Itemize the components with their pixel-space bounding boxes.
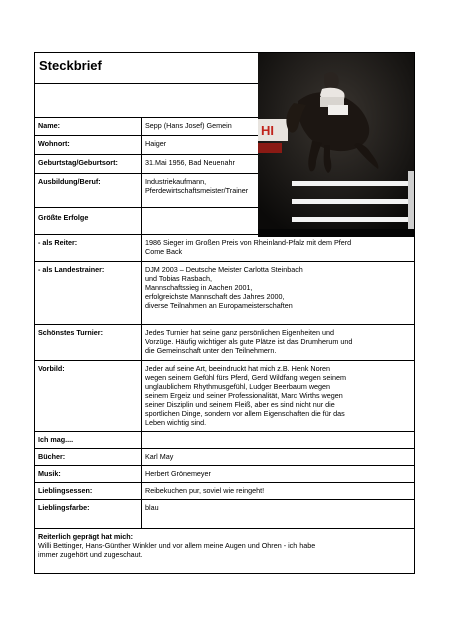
value-name: Sepp (Hans Josef) Gemein xyxy=(145,121,232,130)
ichmag-heading-row xyxy=(35,432,414,449)
label-lieblingsessen: Lieblingsessen: xyxy=(35,483,142,499)
label-vorbild: Vorbild: xyxy=(35,361,142,431)
value-musik: Herbert Grönemeyer xyxy=(145,469,211,478)
value-lieblingsfarbe: blau xyxy=(145,503,159,512)
reiterlich-text-1: Willi Bettinger, Hans-Günther Winkler und vor allem meine Augen und Ohren - ich habe xyxy=(38,541,316,550)
row-musik xyxy=(35,466,414,483)
show-jumping-image xyxy=(258,53,414,237)
value-ausbildung: Industriekaufmann, Pferdewirtschaftsmeister/Trainer xyxy=(145,177,249,195)
label-name: Name: xyxy=(35,118,142,135)
row-lieblingsfarbe xyxy=(35,500,414,529)
ichmag-heading: Ich mag.... xyxy=(35,432,142,448)
row-buecher xyxy=(35,449,414,466)
label-ausbildung: Ausbildung/Beruf: xyxy=(35,174,142,207)
value-buecher: Karl May xyxy=(145,452,174,461)
row-vorbild xyxy=(35,361,414,432)
value-lieblingsessen: Reibekuchen pur, soviel wie reingeht! xyxy=(145,486,265,495)
row-lieblingsessen xyxy=(35,483,414,500)
erfolge-heading: Größte Erfolge xyxy=(35,208,142,234)
banner-text: HI xyxy=(261,123,274,138)
label-turnier: Schönstes Turnier: xyxy=(35,325,142,360)
value-landestrainer: DJM 2003 – Deutsche Meister Carlotta Steinbach und Tobias Rasbach, Mannschaftssieg in Aachen 2001, erfolgreichste Mannschaft des Jahres 2000, diverse Teilnahmen an Europameisterschaften xyxy=(145,265,303,310)
label-buecher: Bücher: xyxy=(35,449,142,465)
rider-photo xyxy=(258,53,414,237)
page-title: Steckbrief xyxy=(39,58,102,73)
label-reiter: - als Reiter: xyxy=(35,235,142,261)
reiterlich-cell xyxy=(35,529,414,573)
label-landestrainer: - als Landestrainer: xyxy=(35,262,142,324)
value-turnier: Jedes Turnier hat seine ganz persönlichen Eigenheiten und Vorzüge. Häufig wichtiger als gute Plätze ist das Drumherum und die Gemeinschaft unter den Teilnehmern. xyxy=(145,328,353,355)
label-wohnort: Wohnort: xyxy=(35,136,142,154)
label-musik: Musik: xyxy=(35,466,142,482)
reiterlich-heading: Reiterlich geprägt hat mich: xyxy=(38,532,134,541)
value-reiter: 1986 Sieger im Großen Preis von Rheinland-Pfalz mit dem Pferd Come Back xyxy=(145,238,352,256)
row-reiter xyxy=(35,235,414,262)
value-vorbild: Jeder auf seine Art, beeindruckt hat mich z.B. Henk Noren wegen seinem Gefühl fürs Pferd, Gerd Wildfang wegen seinem unglaublichem Rhythmusgefühl, Ludger Beerbaum wegen seinem Ergeiz und seiner Professionalität, Marc Wirths wegen seiner Disziplin und seinem Fleiß, aber es sind nicht nur die sportlichen Dinge, sondern vor allem Eigenschaften die für das Leben wichtig sind. xyxy=(145,364,346,427)
row-turnier xyxy=(35,325,414,361)
label-lieblingsfarbe: Lieblingsfarbe: xyxy=(35,500,142,528)
value-geburt: 31.Mai 1956, Bad Neuenahr xyxy=(145,158,235,167)
reiterlich-text-2: immer zugehört und zugeschaut. xyxy=(38,550,143,559)
row-landestrainer xyxy=(35,262,414,325)
row-reiterlich xyxy=(35,529,414,573)
value-wohnort: Haiger xyxy=(145,139,167,148)
label-geburt: Geburtstag/Geburtsort: xyxy=(35,155,142,173)
